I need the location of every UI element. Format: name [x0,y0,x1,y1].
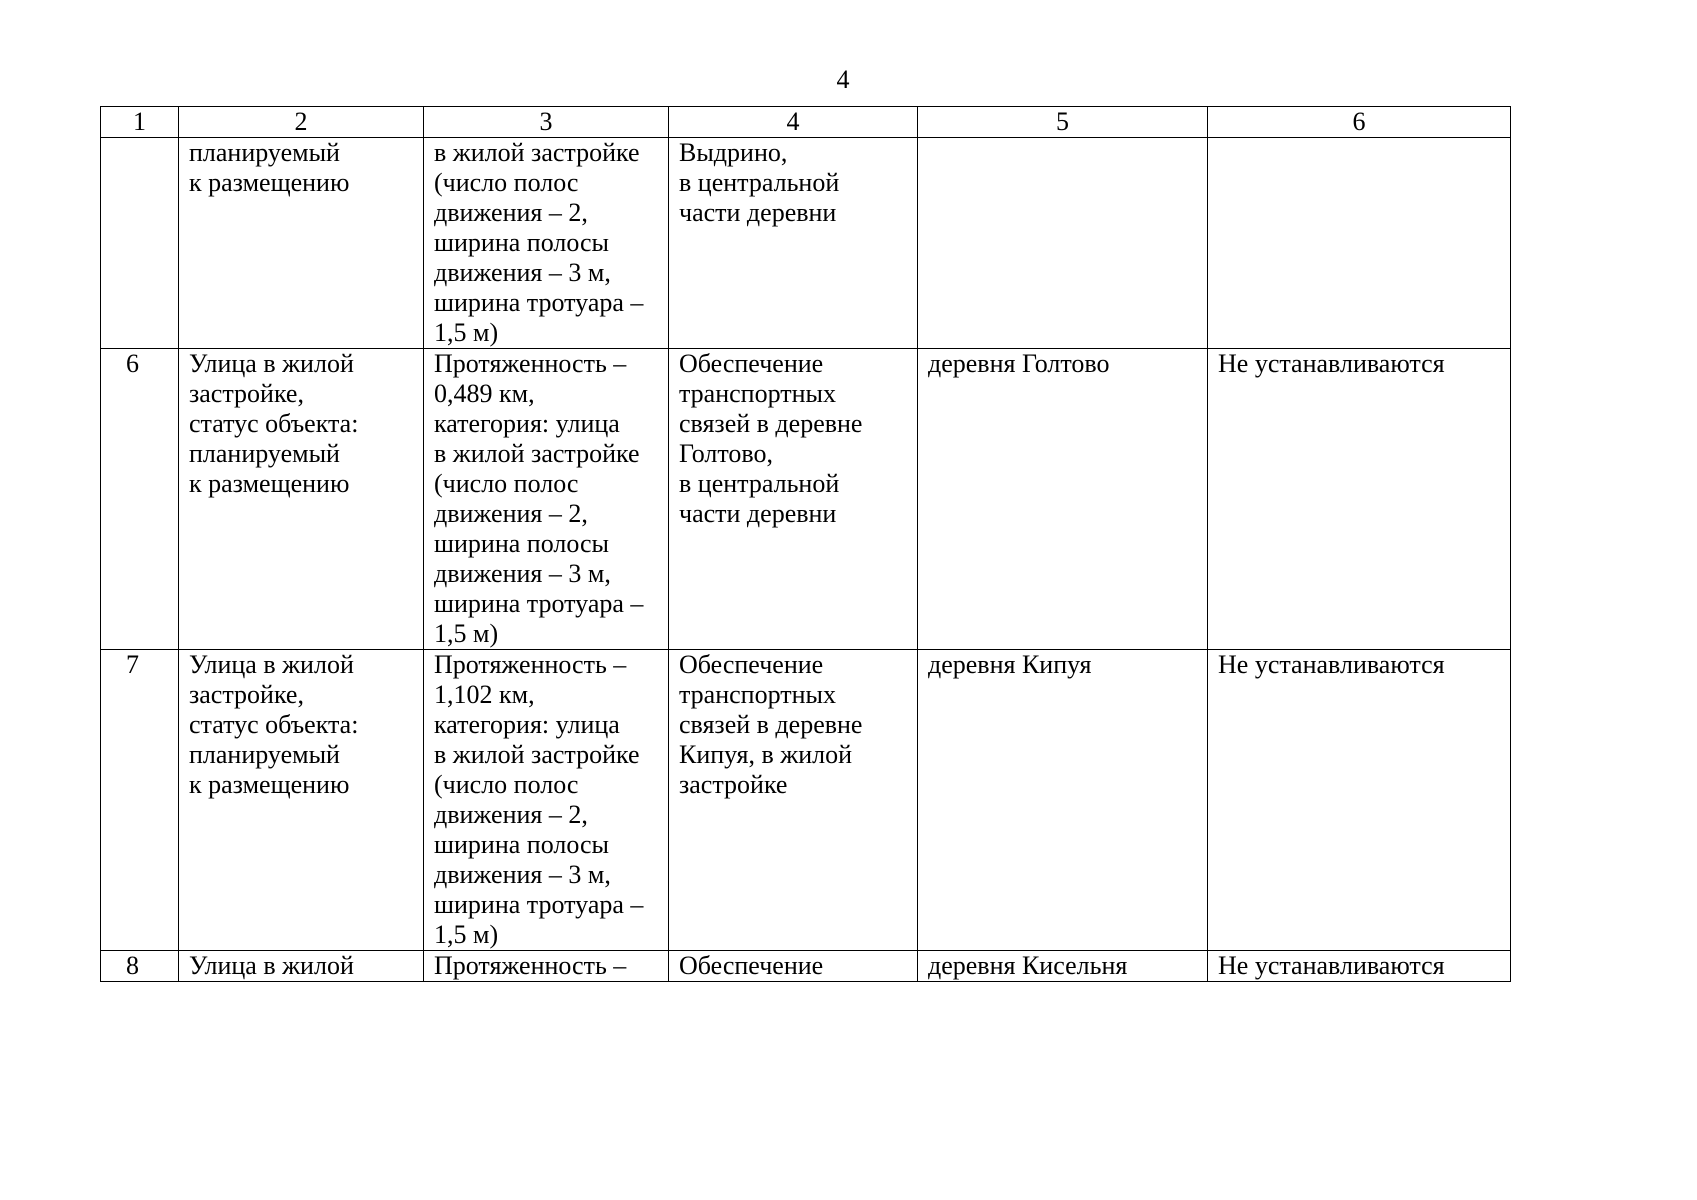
column-header-6: 6 [1208,107,1511,138]
cell-location: деревня Кисельня [918,951,1208,982]
table-row [101,138,1511,349]
column-header-5: 5 [918,107,1208,138]
table-row [101,650,1511,951]
cell-object-name: Улица в жилой [179,951,424,982]
column-header-4: 4 [669,107,918,138]
cell-zone-restrictions [1208,138,1511,349]
cell-purpose: Обеспечение транспортных связей в деревне Кипуя, в жилой застройке [669,650,918,951]
cell-characteristics: Протяженность – [424,951,669,982]
cell-item-number: 7 [101,650,179,951]
column-header-1: 1 [101,107,179,138]
table-row [101,951,1511,982]
cell-object-name: планируемый к размещению [179,138,424,349]
cell-purpose: Выдрино, в центральной части деревни [669,138,918,349]
column-header-2: 2 [179,107,424,138]
cell-item-number [101,138,179,349]
cell-purpose: Обеспечение [669,951,918,982]
cell-object-name: Улица в жилой застройке, статус объекта: планируемый к размещению [179,349,424,650]
cell-object-name: Улица в жилой застройке, статус объекта: планируемый к размещению [179,650,424,951]
cell-location: деревня Голтово [918,349,1208,650]
table-header-row [101,107,1511,138]
planned-objects-table [100,106,1511,982]
table-row [101,349,1511,650]
cell-location: деревня Кипуя [918,650,1208,951]
column-header-3: 3 [424,107,669,138]
cell-characteristics: Протяженность – 1,102 км, категория: улица в жилой застройке (число полос движения – 2, ширина полосы движения – 3 м, ширина тротуара – 1,5 м) [424,650,669,951]
cell-zone-restrictions: Не устанавливаются [1208,951,1511,982]
cell-characteristics: Протяженность – 0,489 км, категория: улица в жилой застройке (число полос движения – 2, ширина полосы движения – 3 м, ширина тротуара – 1,5 м) [424,349,669,650]
cell-item-number: 6 [101,349,179,650]
cell-zone-restrictions: Не устанавливаются [1208,650,1511,951]
cell-item-number: 8 [101,951,179,982]
cell-purpose: Обеспечение транспортных связей в деревне Голтово, в центральной части деревни [669,349,918,650]
cell-zone-restrictions: Не устанавливаются [1208,349,1511,650]
page-number: 4 [836,65,850,94]
cell-characteristics: в жилой застройке (число полос движения – 2, ширина полосы движения – 3 м, ширина тротуара – 1,5 м) [424,138,669,349]
cell-location [918,138,1208,349]
